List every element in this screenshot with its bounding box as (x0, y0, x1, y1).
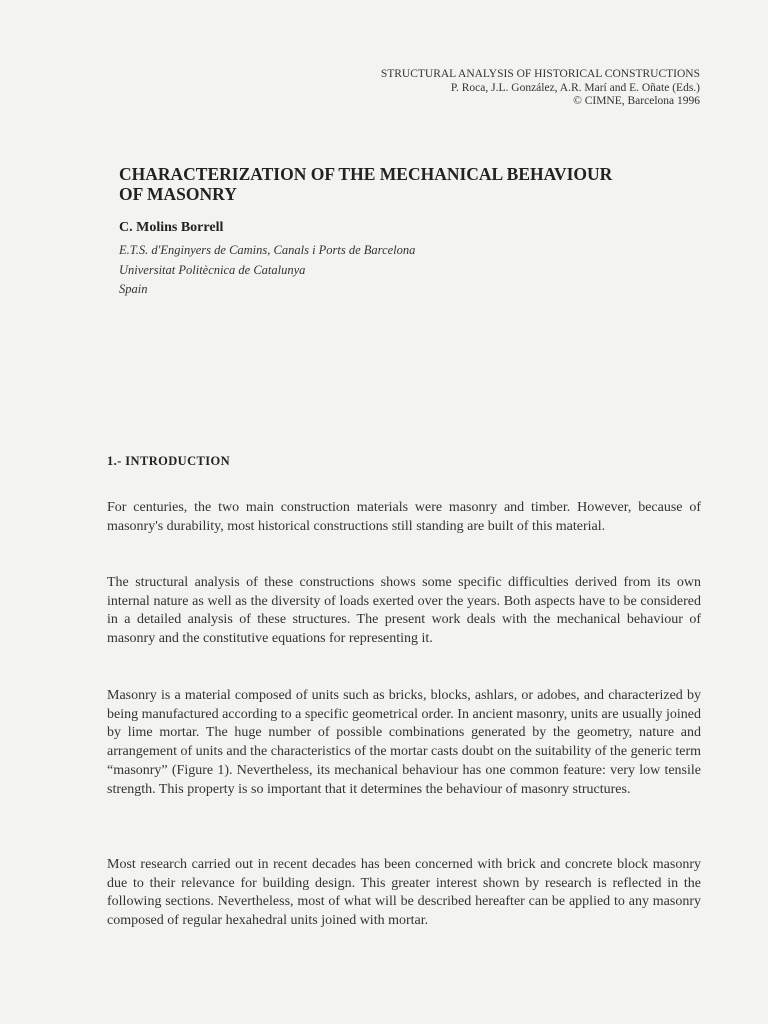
running-head-editors: P. Roca, J.L. González, A.R. Marí and E. Oñate (Eds.) (450, 81, 700, 94)
body-paragraph: Most research carried out in recent decades has been concerned with brick and concrete block masonry due to their relevance for building design. This greater interest shown by research is reflected in the following sections. Nevertheless, most of what will be described hereafter can be applied to any masonry composed of regular hexahedral units joined with mortar. (107, 857, 701, 929)
affiliation-school: E.T.S. d'Enginyers de Camins, Canals i Ports de Barcelona (119, 243, 416, 257)
body-paragraph: For centuries, the two main construction materials were masonry and timber. However, because of masonry's durability, most historical constructions still standing are built of this material. (107, 500, 701, 534)
body-paragraph: Masonry is a material composed of units such as bricks, blocks, ashlars, or adobes, and characterized by being manufactured according to a specific geometrical order. In ancient masonry, units are usually joined by lime mortar. The huge number of possible combinations generated by the geometry, nature and arrangement of units and the characteristics of the mortar casts doubt on the suitability of the generic term “masonry” (Figure 1). Nevertheless, its mechanical behaviour has one common feature: very low tensile strength. This property is so important that it determines the behaviour of masonry structures. (107, 688, 701, 797)
paper-title (119, 164, 719, 204)
body-paragraph: The structural analysis of these constructions shows some specific difficulties derived from its own internal nature as well as the diversity of loads exerted over the years. Both aspects have to be considered in a detailed analysis of these structures. The present work deals with the mechanical behaviour of masonry and the constitutive equations for representing it. (107, 575, 701, 647)
author-name: C. Molins Borrell (119, 220, 224, 235)
affiliation-country: Spain (119, 282, 148, 296)
section-heading: 1.- INTRODUCTION (107, 454, 231, 468)
running-head-book-title: STRUCTURAL ANALYSIS OF HISTORICAL CONSTRUCTIONS (380, 68, 700, 80)
paper-title-line-1: CHARACTERIZATION OF THE MECHANICAL BEHAVIOUR (119, 164, 613, 184)
running-head-copyright: © CIMNE, Barcelona 1996 (573, 95, 700, 107)
affiliation-university: Universitat Politècnica de Catalunya (119, 262, 306, 277)
author-affiliation (119, 241, 619, 300)
running-head (220, 68, 700, 109)
paper-title-line-2: OF MASONRY (119, 184, 237, 204)
